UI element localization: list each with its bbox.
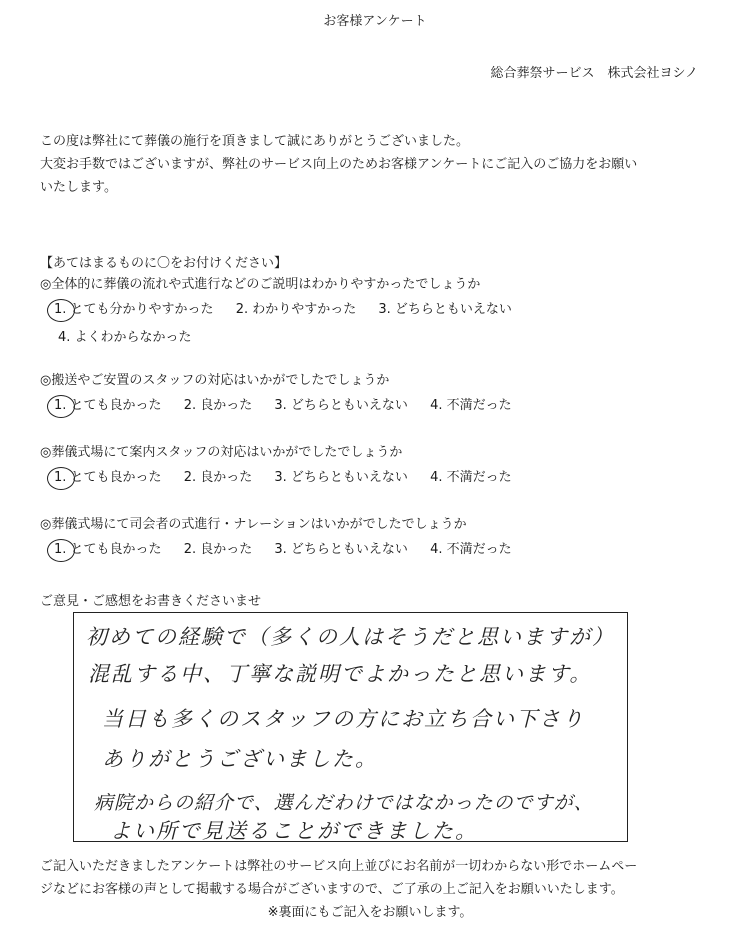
option-3[interactable] [274, 464, 408, 492]
handwritten-line: 初めての経験で（多くの人はそうだと思いますが） [86, 625, 615, 649]
option-label: 3. どちらともいえない [378, 302, 512, 317]
option-label: 4. よくわからなかった [58, 330, 192, 345]
question-text: ◎全体的に葬儀の流れや式進行などのご説明はわかりやすかったでしょうか [40, 277, 481, 292]
question-2 [40, 370, 730, 420]
company-name: 総合葬祭サービス 株式会社ヨシノ [490, 66, 698, 81]
option-1[interactable] [54, 296, 214, 324]
comment-box[interactable] [73, 612, 628, 842]
option-3[interactable] [274, 392, 408, 420]
option-4[interactable] [430, 536, 512, 564]
handwritten-line: 当日も多くのスタッフの方にお立ち合い下さり [102, 707, 585, 731]
question-text: ◎搬送やご安置のスタッフの対応はいかがでしたでしょうか [40, 373, 390, 388]
option-2[interactable] [184, 536, 253, 564]
option-label: 3. どちらともいえない [274, 398, 408, 413]
option-4[interactable] [54, 324, 712, 352]
intro-text [40, 130, 720, 199]
intro-line: いたします。 [40, 180, 117, 195]
option-2[interactable] [184, 392, 253, 420]
option-label: 1. とても良かった [54, 536, 162, 564]
footer [40, 855, 740, 924]
option-label: 3. どちらともいえない [274, 542, 408, 557]
question-options [40, 464, 730, 492]
intro-line: この度は弊社にて葬儀の施行を頂きまして誠にありがとうございました。 [40, 134, 470, 149]
handwritten-line: ありがとうございました。 [102, 747, 378, 771]
question-options [40, 296, 730, 352]
footer-line: ジなどにお客様の声として掲載する場合がございますので、ご了承の上ご記入をお願いいたします。 [40, 882, 624, 897]
option-1[interactable] [54, 392, 162, 420]
question-3 [40, 442, 730, 492]
option-2[interactable] [184, 464, 253, 492]
question-4 [40, 514, 730, 564]
comment-label: ご意見・ご感想をお書きくださいませ [40, 594, 262, 609]
option-3[interactable] [274, 536, 408, 564]
option-4[interactable] [430, 464, 512, 492]
option-2[interactable] [236, 296, 357, 324]
question-text: ◎葬儀式場にて司会者の式進行・ナレーションはいかがでしたでしょうか [40, 517, 467, 532]
question-text: ◎葬儀式場にて案内スタッフの対応はいかがでしたでしょうか [40, 445, 403, 460]
instructions: 【あてはまるものに〇をお付けください】 [40, 256, 288, 271]
option-label: 1. とても良かった [54, 464, 162, 492]
option-3[interactable] [378, 296, 512, 324]
handwritten-line: 混乱する中、丁寧な説明でよかったと思います。 [88, 662, 593, 686]
option-label: 1. とても分かりやすかった [54, 296, 214, 324]
option-label: 3. どちらともいえない [274, 470, 408, 485]
option-label: 2. 良かった [183, 542, 253, 557]
handwritten-line: 病院からの紹介で、選んだわけではなかったのですが、 [94, 792, 594, 814]
question-options [40, 392, 730, 420]
handwritten-line: よい所で見送ることができました。 [110, 819, 478, 843]
option-label: 4. 不満だった [430, 398, 512, 413]
option-label: 4. 不満だった [430, 470, 512, 485]
option-1[interactable] [54, 464, 162, 492]
option-label: 4. 不満だった [430, 542, 512, 557]
question-options [40, 536, 730, 564]
option-label: 2. 良かった [183, 398, 253, 413]
question-1 [40, 274, 730, 352]
option-label: 1. とても良かった [54, 392, 162, 420]
footer-note: ※裏面にもご記入をお願いします。 [267, 905, 473, 920]
option-label: 2. 良かった [183, 470, 253, 485]
footer-line: ご記入いただきましたアンケートは弊社のサービス向上並びにお名前が一切わからない形でホームペー [40, 859, 638, 874]
option-4[interactable] [430, 392, 512, 420]
option-1[interactable] [54, 536, 162, 564]
intro-line: 大変お手数ではございますが、弊社のサービス向上のためお客様アンケートにご記入のご協力をお願い [40, 157, 638, 172]
page-title: お客様アンケート [323, 14, 427, 29]
option-label: 2. わかりやすかった [235, 302, 357, 317]
